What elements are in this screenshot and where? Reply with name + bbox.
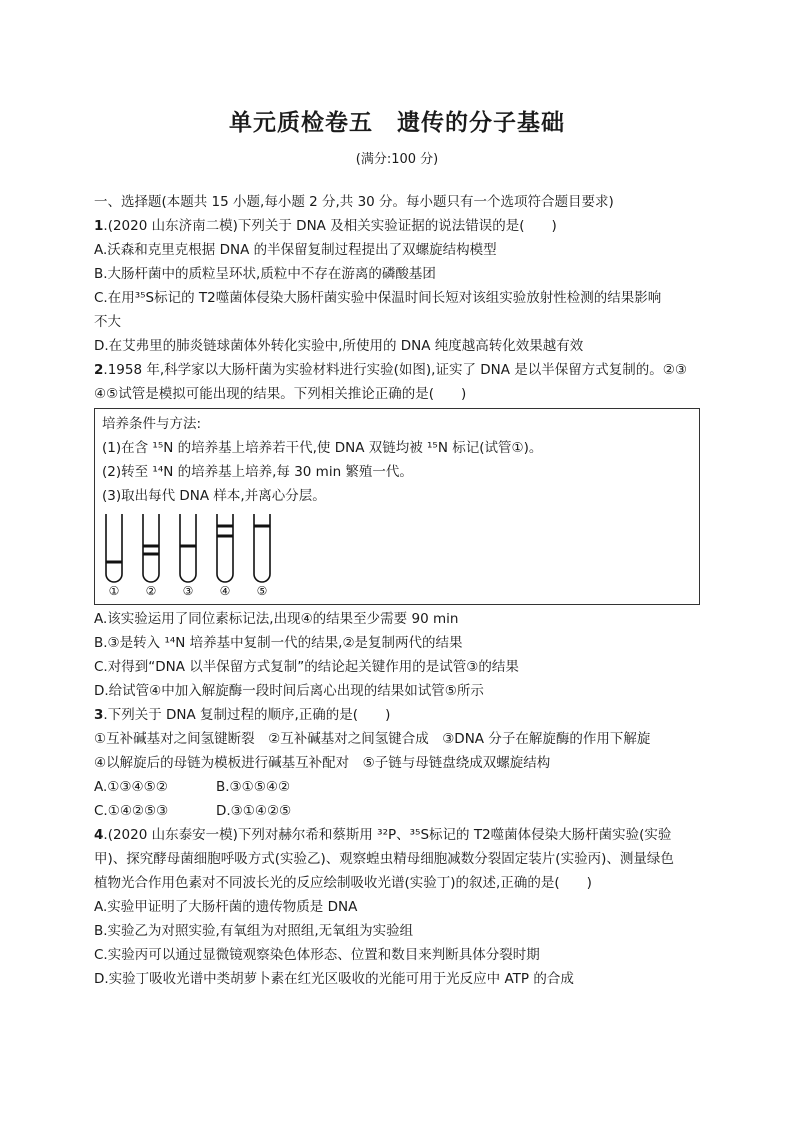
test-tube-2 [143,514,159,582]
question-number: 2 [94,362,104,378]
option-d: D.实验丁吸收光谱中类胡萝卜素在红光区吸收的光能可用于光反应中 ATP 的合成 [94,971,574,987]
question-stem-continued: 植物光合作用色素对不同波长光的反应绘制吸收光谱(实验丁)的叙述,正确的是( ) [94,875,592,891]
options-row-1 [94,775,700,799]
test-tube-5 [254,514,270,582]
option-c: C.在用³⁵S标记的 T2噬菌体侵染大肠杆菌实验中保温时间长短对该组实验放射性检测的结果影响 [94,290,662,306]
experiment-box [94,408,700,605]
step-items-continued: ④以解旋后的母链为模板进行碱基互补配对 ⑤子链与母链盘绕成双螺旋结构 [94,755,551,771]
question-text: .(2020 山东济南二模)下列关于 DNA 及相关实验证据的说法错误的是( ) [103,218,557,234]
step-3: (3)取出每代 DNA 样本,并离心分层。 [102,488,326,504]
step-1: (1)在含 ¹⁵N 的培养基上培养若干代,使 DNA 双链均被 ¹⁵N 标记(试管①)。 [102,440,543,456]
page-title: 单元质检卷五 遗传的分子基础 [229,110,565,136]
option-a: A.沃森和克里克根据 DNA 的半保留复制过程提出了双螺旋结构模型 [94,242,497,258]
box-heading: 培养条件与方法: [102,416,202,432]
step-2: (2)转至 ¹⁴N 的培养基上培养,每 30 min 繁殖一代。 [102,464,413,480]
tube-label-3: ③ [182,584,194,598]
question-4 [94,823,700,991]
question-text: .(2020 山东泰安一模)下列对赫尔希和蔡斯用 ³²P、³⁵S标记的 T2噬菌体侵染大肠杆菌实验(实验 [103,827,672,843]
option-c-continued: 不大 [94,314,121,330]
question-2 [94,358,700,703]
question-stem [94,358,700,382]
question-number: 4 [94,827,104,843]
question-stem [94,823,700,847]
question-stem-continued: 甲)、探究酵母菌细胞呼吸方式(实验乙)、观察蝗虫精母细胞减数分裂固定装片(实验丙)、测量绿色 [94,851,674,867]
option-c: C.实验丙可以通过显微镜观察染色体形态、位置和数目来判断具体分裂时期 [94,947,540,963]
option-a: A.实验甲证明了大肠杆菌的遗传物质是 DNA [94,899,358,915]
question-3 [94,703,700,823]
question-1 [94,214,700,358]
section-heading: 一、选择题(本题共 15 小题,每小题 2 分,共 30 分。每小题只有一个选项符合题目要求) [94,194,614,210]
option-c: C.对得到“DNA 以半保留方式复制”的结论起关键作用的是试管③的结果 [94,659,519,675]
question-text: .1958 年,科学家以大肠杆菌为实验材料进行实验(如图),证实了 DNA 是以半保留方式复制的。②③ [103,362,687,378]
option-b: B.大肠杆菌中的质粒呈环状,质粒中不存在游离的磷酸基团 [94,266,436,282]
option-a: A.该实验运用了同位素标记法,出现④的结果至少需要 90 min [94,611,459,627]
test-tube-3 [180,514,196,582]
test-tubes-svg [102,512,302,600]
option-d: D.在艾弗里的肺炎链球菌体外转化实验中,所使用的 DNA 纯度越高转化效果越有效 [94,338,584,354]
question-number: 3 [94,707,104,723]
option-b: B.实验乙为对照实验,有氧组为对照组,无氧组为实验组 [94,923,414,939]
option-b: B.③①⑤④② [216,779,291,795]
question-content [94,190,700,991]
score-note: (满分:100 分) [355,152,439,167]
tube-label-1: ① [108,584,120,598]
option-d: D.③①④②⑤ [216,803,292,819]
test-tube-1 [106,514,122,582]
question-stem [94,703,700,727]
tube-label-4: ④ [219,584,231,598]
test-tube-4 [217,514,233,582]
tube-label-5: ⑤ [256,584,268,598]
question-number: 1 [94,218,104,234]
options-row-2 [94,799,700,823]
tube-label-2: ② [145,584,157,598]
step-items: ①互补碱基对之间氢键断裂 ②互补碱基对之间氢键合成 ③DNA 分子在解旋酶的作用下解旋 [94,731,651,747]
option-c: C.①④②⑤③ [94,803,169,819]
option-a: A.①③④⑤② [94,779,168,795]
option-b: B.③是转入 ¹⁴N 培养基中复制一代的结果,②是复制两代的结果 [94,635,463,651]
test-tube-diagram [102,512,692,600]
question-stem-continued: ④⑤试管是模拟可能出现的结果。下列相关推论正确的是( ) [94,386,467,402]
question-stem [94,214,700,238]
question-text: .下列关于 DNA 复制过程的顺序,正确的是( ) [103,707,391,723]
option-d: D.给试管④中加入解旋酶一段时间后离心出现的结果如试管⑤所示 [94,683,484,699]
